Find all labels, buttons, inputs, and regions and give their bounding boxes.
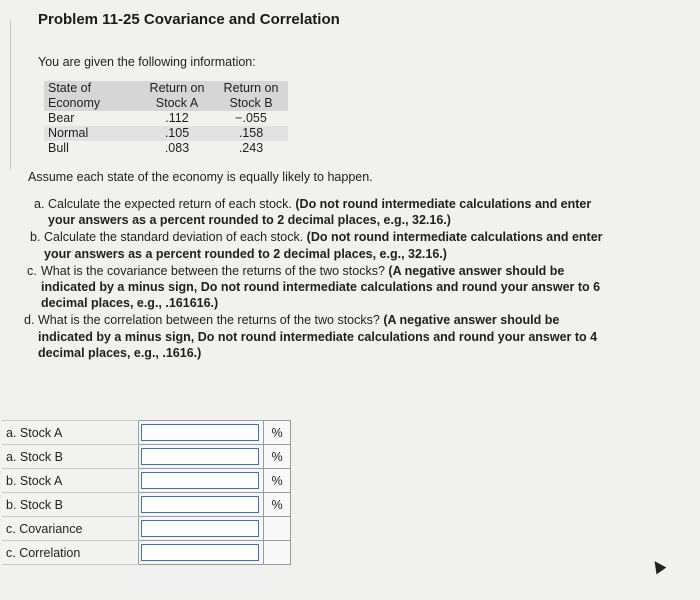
answer-cell [139, 421, 264, 445]
question-d [14, 312, 614, 361]
answer-input-a-stock-a[interactable] [141, 424, 259, 441]
left-panel-edge [0, 20, 11, 170]
question-text: Calculate the expected return of each stock. [48, 197, 296, 211]
answer-input-correlation[interactable] [141, 544, 259, 561]
return-a-cell: .083 [164, 141, 190, 155]
question-letter: b. [30, 230, 41, 245]
return-b-cell: −.055 [235, 111, 267, 125]
answer-label: a. Stock A [2, 421, 139, 445]
answer-label: c. Covariance [2, 517, 139, 541]
answer-row-a-stock-a [2, 421, 291, 445]
question-letter: a. [34, 197, 45, 211]
question-instructions: (Do not round intermediate calculations and enter your answers as a percent rounded to 2 decimal places, e.g., 32.16.) [44, 230, 603, 261]
question-text: What is the correlation between the returns of the two stocks? [38, 313, 384, 328]
question-b [20, 229, 614, 261]
answer-label: a. Stock B [2, 445, 139, 469]
question-letter: d. [24, 313, 35, 328]
question-list [14, 196, 614, 362]
answer-input-b-stock-b[interactable] [141, 496, 259, 513]
answer-input-covariance[interactable] [141, 520, 259, 537]
answer-row-correlation [2, 541, 291, 565]
returns-info-table [44, 81, 288, 156]
percent-unit: % [264, 493, 291, 517]
question-letter: c. [27, 263, 37, 278]
question-instructions: (Do not round intermediate calculations and enter your answers as a percent rounded to 2 decimal places, e.g., 32.16.) [48, 197, 592, 228]
state-cell: Normal [44, 126, 140, 141]
mouse-cursor-icon [650, 558, 667, 575]
info-row-bull [44, 141, 288, 156]
unit-cell [264, 541, 291, 565]
question-c [17, 263, 614, 312]
percent-unit: % [264, 421, 291, 445]
question-instructions: (A negative answer should be indicated by a minus sign, Do not round intermediate calculations and round your answer to 6 decimal places, e.g., .161616.) [41, 263, 601, 311]
answer-label: b. Stock A [2, 469, 139, 493]
answer-row-covariance [2, 517, 291, 541]
answer-cell [139, 469, 264, 493]
return-a-cell: .112 [165, 111, 189, 125]
answer-cell [139, 493, 264, 517]
return-a-cell: .105 [140, 126, 214, 141]
answer-input-a-stock-b[interactable] [141, 448, 259, 465]
info-table-header-row [44, 81, 288, 111]
question-text: What is the covariance between the returns of the two stocks? [41, 263, 389, 278]
state-cell: Bull [48, 141, 69, 155]
percent-unit: % [264, 469, 291, 493]
answer-label: b. Stock B [2, 493, 139, 517]
answer-input-b-stock-a[interactable] [141, 472, 259, 489]
info-row-bear [44, 111, 288, 126]
intro-text: You are given the following information: [38, 55, 256, 69]
answer-cell [139, 541, 264, 565]
percent-unit: % [264, 445, 291, 469]
return-b-cell: .243 [238, 141, 264, 155]
return-b-cell: .158 [214, 126, 288, 141]
header-state: State of Economy [44, 81, 140, 111]
header-stock-a: Return on Stock A [140, 81, 214, 111]
info-row-normal [44, 126, 288, 141]
answer-row-a-stock-b [2, 445, 291, 469]
page-title: Problem 11-25 Covariance and Correlation [38, 11, 340, 28]
answer-row-b-stock-a [2, 469, 291, 493]
answer-cell [139, 445, 264, 469]
answer-cell [139, 517, 264, 541]
assumption-text: Assume each state of the economy is equally likely to happen. [28, 170, 373, 184]
state-cell: Bear [48, 111, 75, 125]
question-instructions: (A negative answer should be indicated by a minus sign, Do not round intermediate calculations and round your answer to 4 decimal places, e.g., .1616.) [38, 313, 598, 360]
unit-cell [264, 517, 291, 541]
header-stock-b: Return on Stock B [214, 81, 288, 111]
answer-label: c. Correlation [2, 541, 139, 565]
question-text: Calculate the standard deviation of each stock. [44, 230, 307, 245]
answer-row-b-stock-b [2, 493, 291, 517]
answer-table [2, 420, 291, 565]
question-a [24, 196, 614, 228]
